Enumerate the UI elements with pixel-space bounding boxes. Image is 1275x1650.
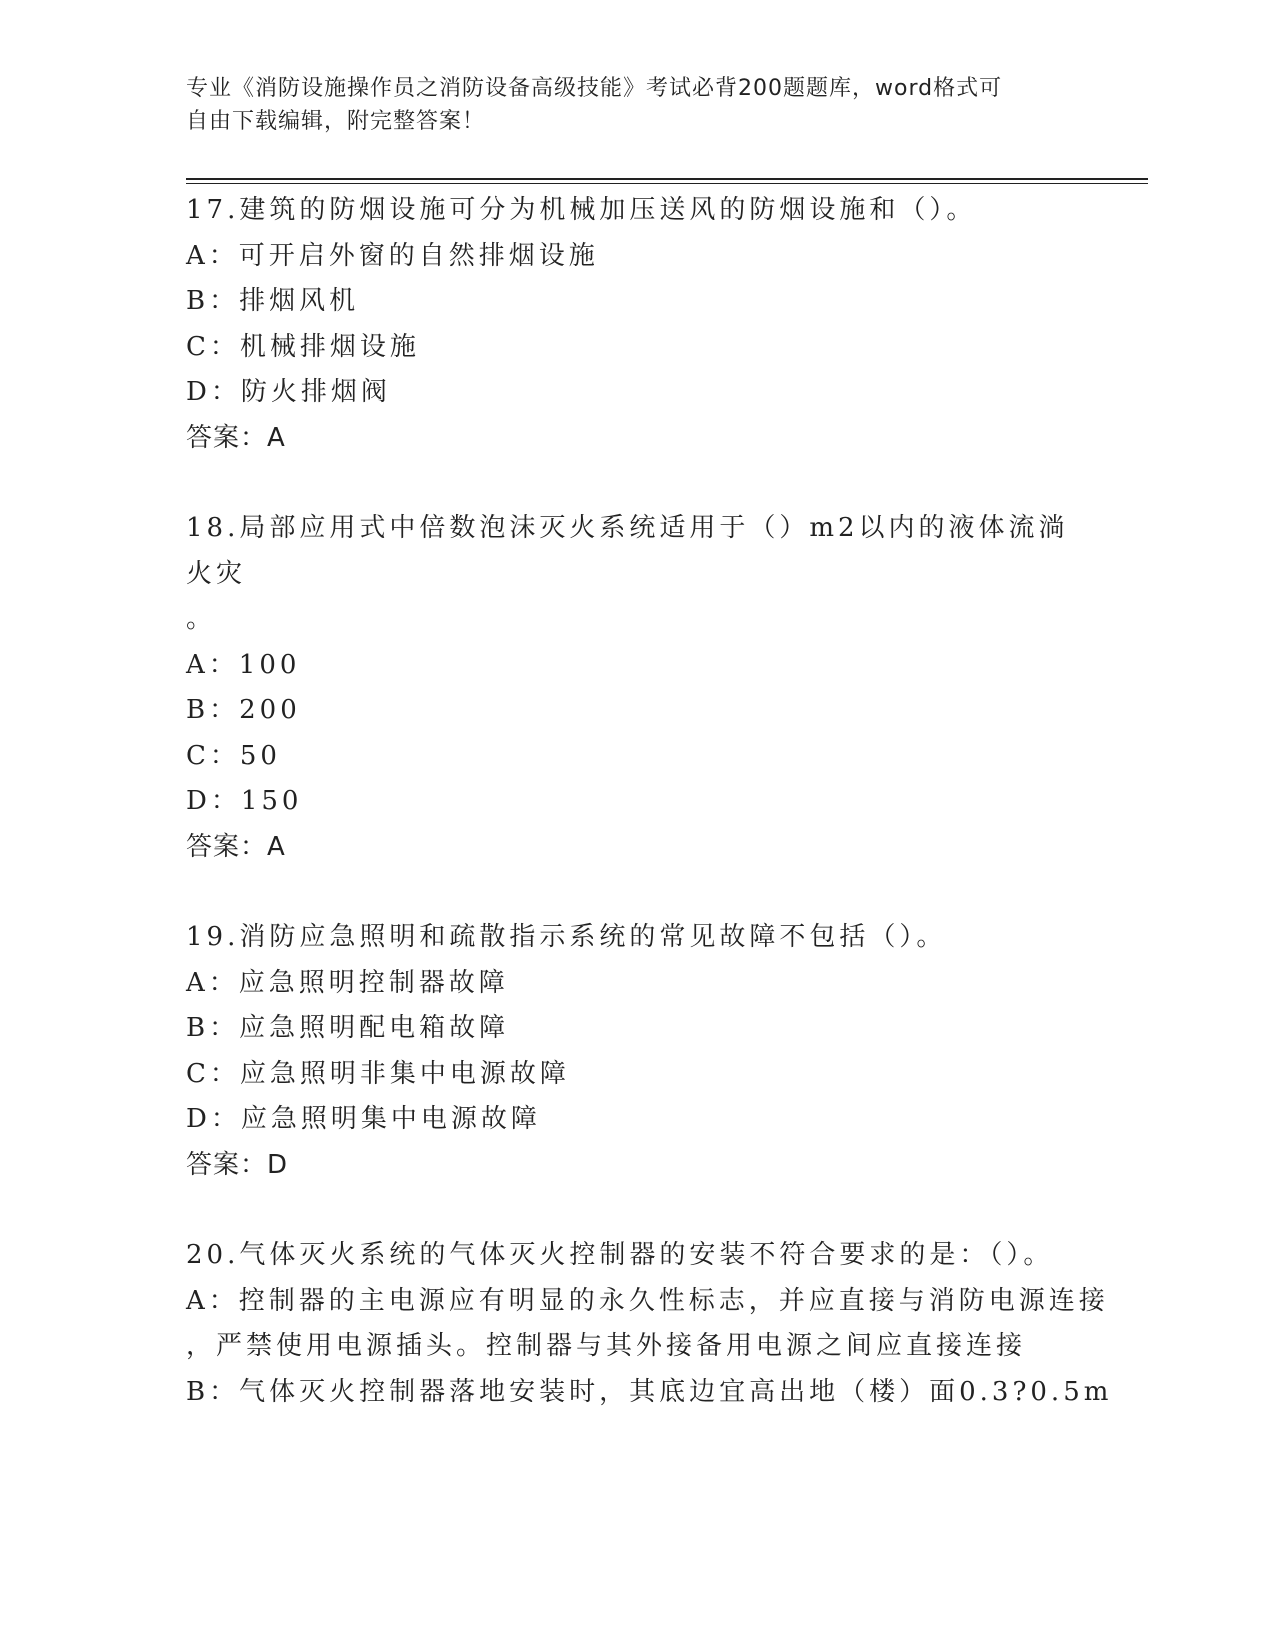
- option-b: B：气体灭火控制器落地安装时，其底边宜高出地（楼）面0.3?0.5m: [186, 1376, 1113, 1407]
- option-b: B：200: [186, 695, 301, 725]
- question-title: 18.局部应用式中倍数泡沫灭火系统适用于（）m2以内的液体流淌火灾: [186, 513, 1069, 589]
- answer: 答案：D: [186, 1149, 289, 1180]
- option-a: A：控制器的主电源应有明显的永久性标志，并应直接与消防电源连接: [186, 1285, 1109, 1316]
- question-20: [186, 1233, 1113, 1415]
- option-d: D：150: [186, 786, 303, 816]
- option-d: D：防火排烟阀: [186, 377, 391, 407]
- question-title: 19.消防应急照明和疏散指示系统的常见故障不包括（）。: [186, 922, 947, 952]
- option-c: C：50: [186, 740, 281, 771]
- header-line-2: 自由下载编辑，附完整答案！: [186, 109, 486, 134]
- option-a-continuation: ，严禁使用电源插头。控制器与其外接备用电源之间应直接连接: [186, 1331, 1027, 1361]
- question-title-continuation: 。: [186, 604, 217, 634]
- option-a: A：100: [186, 649, 301, 680]
- question-title: 20.气体灭火系统的气体灭火控制器的安装不符合要求的是：（）。: [186, 1240, 1054, 1270]
- option-d: D：应急照明集中电源故障: [186, 1104, 541, 1134]
- question-18: [186, 506, 1086, 870]
- header-divider-thick: [186, 178, 1148, 180]
- header-divider-thin: [186, 183, 1148, 184]
- option-a: A：可开启外窗的自然排烟设施: [186, 240, 599, 271]
- question-19: [186, 915, 1086, 1188]
- option-c: C：应急照明非集中电源故障: [186, 1058, 570, 1089]
- question-17: [186, 188, 1086, 461]
- header-line-1: 专业《消防设施操作员之消防设备高级技能》考试必背200题题库，word格式可: [186, 76, 1003, 101]
- question-list: [186, 188, 1113, 1460]
- option-b: B：排烟风机: [186, 286, 360, 316]
- document-header: [186, 72, 1086, 138]
- option-c: C：机械排烟设施: [186, 331, 420, 362]
- option-a: A：应急照明控制器故障: [186, 967, 509, 998]
- answer: 答案：A: [186, 422, 286, 453]
- answer: 答案：A: [186, 831, 286, 862]
- option-b: B：应急照明配电箱故障: [186, 1013, 510, 1043]
- question-title: 17.建筑的防烟设施可分为机械加压送风的防烟设施和（）。: [186, 195, 977, 225]
